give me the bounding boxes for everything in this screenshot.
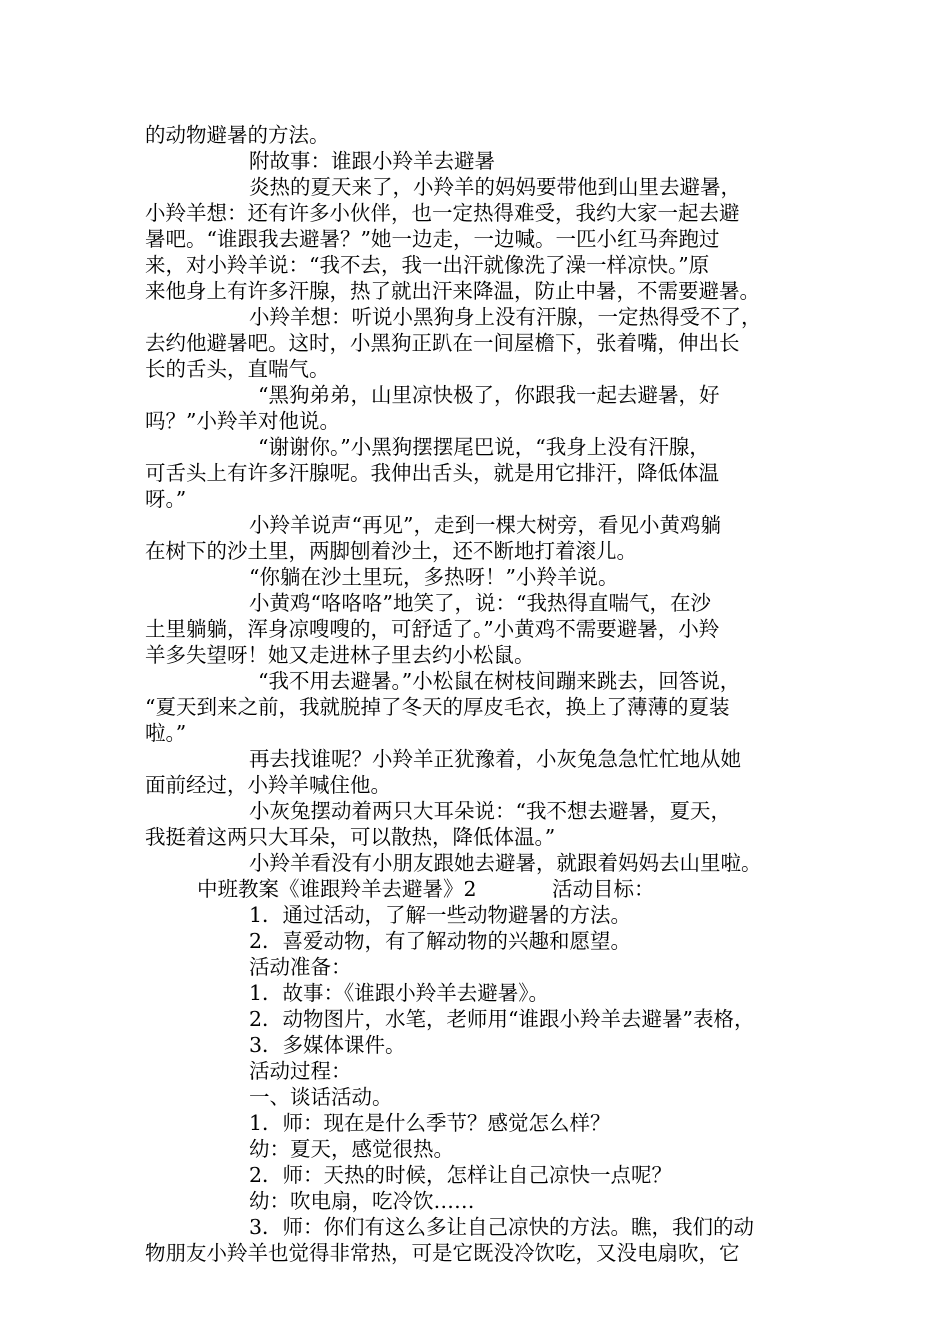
lesson-heading: 中班教案《谁跟羚羊去避暑》2 (197, 877, 477, 901)
text-line: “你躺在沙土里玩，多热呀！”小羚羊说。 (249, 565, 619, 589)
text-line: 小羚羊看没有小朋友跟她去避暑，就跟着妈妈去山里啦。 (249, 851, 762, 875)
text-line: 长的舌头，直喘气。 (145, 357, 330, 381)
text-line: 炎热的夏天来了，小羚羊的妈妈要带他到山里去避暑， (249, 175, 741, 199)
section-heading: 活动目标： (552, 877, 655, 901)
text-line: 来，对小羚羊说：“我不去，我一出汗就像洗了澡一样凉快。”原 (145, 253, 710, 277)
text-line: 幼：吹电扇，吃冷饮…… (249, 1189, 475, 1213)
text-line: 幼：夏天，感觉很热。 (249, 1137, 454, 1161)
text-line: 羊多失望呀！她又走进林子里去约小松鼠。 (145, 643, 535, 667)
section-heading: 活动准备： (249, 955, 352, 979)
text-line: 我挺着这两只大耳朵，可以散热，降低体温。” (145, 825, 556, 849)
list-item: 3．师：你们有这么多让自己凉快的方法。瞧，我们的动 (249, 1215, 755, 1239)
text-line: 小羚羊说声“再见”，走到一棵大树旁，看见小黄鸡躺 (249, 513, 721, 537)
text-line: “谢谢你。”小黑狗摆摆尾巴说，“我身上没有汗腺， (258, 435, 710, 459)
text-line: 小羚羊想：还有许多小伙伴，也一定热得难受，我约大家一起去避 (145, 201, 740, 225)
text-line: “夏天到来之前，我就脱掉了冬天的厚皮毛衣，换上了薄薄的夏装 (145, 695, 730, 719)
section-heading: 活动过程： (249, 1059, 352, 1083)
list-item: 2．动物图片，水笔，老师用“谁跟小羚羊去避暑”表格， (249, 1007, 755, 1031)
text-line: 在树下的沙土里，两脚刨着沙土，还不断地打着滚儿。 (145, 539, 637, 563)
list-item: 3．多媒体课件。 (249, 1033, 406, 1057)
text-line: 小黄鸡“咯咯咯”地笑了，说：“我热得直喘气，在沙 (249, 591, 711, 615)
list-item: 2．师：天热的时候，怎样让自己凉快一点呢？ (249, 1163, 673, 1187)
list-item: 1．师：现在是什么季节？感觉怎么样？ (249, 1111, 611, 1135)
text-line: 再去找谁呢？小羚羊正犹豫着，小灰兔急急忙忙地从她 (249, 747, 741, 771)
text-line: 土里躺躺，浑身凉嗖嗖的，可舒适了。”小黄鸡不需要避暑，小羚 (145, 617, 720, 641)
text-line: “黑狗弟弟，山里凉快极了，你跟我一起去避暑，好 (258, 383, 720, 407)
list-item: 1．故事：《谁跟小羚羊去避暑》。 (249, 981, 550, 1005)
text-line: 来他身上有许多汗腺，热了就出汗来降温，防止中暑，不需要避暑。 (145, 279, 760, 303)
text-line: 面前经过，小羚羊喊住他。 (145, 773, 391, 797)
text-line: 啦。” (145, 721, 187, 745)
text-line: “我不用去避暑。”小松鼠在树枝间蹦来跳去，回答说， (258, 669, 741, 693)
list-item: 1．通过活动，了解一些动物避暑的方法。 (249, 903, 632, 927)
text-line: 的动物避暑的方法。 (145, 123, 330, 147)
text-line: 小灰兔摆动着两只大耳朵说：“我不想去避暑，夏天， (249, 799, 731, 823)
text-line: 呀。” (145, 487, 187, 511)
text-line: 暑吧。“谁跟我去避暑？”她一边走，一边喊。一匹小红马奔跑过 (145, 227, 720, 251)
text-line: 一、谈话活动。 (249, 1085, 393, 1109)
text-line: 吗？”小羚羊对他说。 (145, 409, 340, 433)
text-line: 可舌头上有许多汗腺呢。我伸出舌头，就是用它排汗，降低体温 (145, 461, 719, 485)
text-line: 去约他避暑吧。这时，小黑狗正趴在一间屋檐下，张着嘴，伸出长 (145, 331, 740, 355)
story-title: 附故事：谁跟小羚羊去避暑 (249, 149, 495, 173)
text-line: 小羚羊想：听说小黑狗身上没有汗腺，一定热得受不了， (249, 305, 762, 329)
text-line: 物朋友小羚羊也觉得非常热，可是它既没冷饮吃，又没电扇吹，它 (145, 1241, 740, 1265)
list-item: 2．喜爱动物，有了解动物的兴趣和愿望。 (249, 929, 632, 953)
